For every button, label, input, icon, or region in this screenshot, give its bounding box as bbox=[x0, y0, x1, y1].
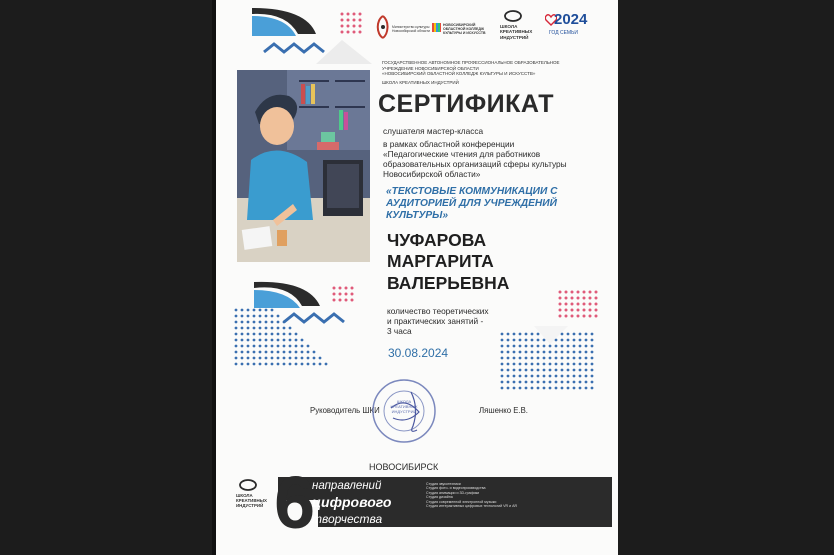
stamp-text: ШКОЛА КРЕАТИВНЫХ ИНДУСТРИЙ bbox=[390, 399, 418, 414]
institution-line: ГОСУДАРСТВЕННОЕ АВТОНОМНОЕ ПРОФЕССИОНАЛЬНОЕ ОБРАЗОВАТЕЛЬНОЕ bbox=[382, 60, 560, 65]
footer-logo-icon bbox=[238, 478, 258, 492]
conference-line: «Педагогические чтения для работников bbox=[383, 149, 541, 160]
conference-line: в рамках областной конференции bbox=[383, 139, 515, 149]
studio-item: Студия дизайна bbox=[426, 495, 453, 500]
directions-line: творчества bbox=[312, 512, 383, 526]
school-logo-icon bbox=[503, 9, 523, 23]
certificate-title: СЕРТИФИКАТ bbox=[378, 90, 554, 118]
certificate-sheet bbox=[216, 0, 618, 555]
studios-list bbox=[426, 482, 606, 509]
institution-line: УЧРЕЖДЕНИЕ НОВОСИБИРСКОЙ ОБЛАСТИ bbox=[382, 65, 479, 71]
studio-item: Студия анимации и 3D-графики bbox=[426, 490, 480, 495]
illustration bbox=[237, 70, 370, 262]
hours-line: 3 часа bbox=[387, 326, 412, 337]
year-number: 2024 bbox=[554, 11, 588, 28]
studio-item: Студия звукотехники bbox=[426, 482, 461, 486]
decor-right bbox=[484, 288, 618, 398]
college-logo-text: НОВОСИБИРСКИЙ ОБЛАСТНОЙ КОЛЛЕДЖ КУЛЬТУРЫ И ИСКУССТВ bbox=[443, 23, 486, 36]
conference-line: Новосибирской области» bbox=[383, 169, 481, 180]
recipient-name bbox=[387, 230, 509, 294]
official-stamp bbox=[371, 378, 437, 444]
studio-item: Студия фото- и видеопроизводства bbox=[426, 486, 486, 491]
conference-line: образовательных организаций сферы культуры bbox=[383, 159, 567, 170]
conference-text bbox=[383, 139, 608, 179]
decor-top-left bbox=[246, 6, 376, 64]
year-caption: ГОД СЕМЬИ bbox=[549, 30, 578, 36]
hours-line: и практических занятий - bbox=[387, 316, 484, 327]
directions-number: 6 bbox=[274, 461, 316, 544]
institution-line: «НОВОСИБИРСКИЙ ОБЛАСТНОЙ КОЛЛЕДЖ КУЛЬТУРЫ И ИСКУССТВ» bbox=[382, 71, 536, 77]
name-line: ЧУФАРОВА bbox=[387, 230, 487, 250]
illustration-art bbox=[237, 70, 370, 262]
city: НОВОСИБИРСК bbox=[369, 462, 439, 472]
footer-logo-text: ШКОЛА КРЕАТИВНЫХ ИНДУСТРИЙ bbox=[236, 493, 267, 509]
studio-item: Студия современной электронной музыки bbox=[426, 499, 497, 504]
school-line: ШКОЛА КРЕАТИВНЫХ ИНДУСТРИЙ bbox=[382, 79, 459, 85]
name-line: МАРГАРИТА bbox=[387, 251, 494, 272]
issue-date: 30.08.2024 bbox=[388, 346, 449, 360]
name-line: ВАЛЕРЬЕВНА bbox=[387, 272, 510, 293]
decor-middle-left bbox=[230, 280, 380, 372]
hours-line: количество теоретических bbox=[387, 306, 489, 316]
subtitle: слушателя мастер-класса bbox=[383, 126, 484, 136]
ministry-logo-icon bbox=[374, 14, 392, 40]
signer-role: Руководитель ШКИ bbox=[310, 406, 380, 415]
institution-header bbox=[382, 60, 612, 86]
school-logo-text: ШКОЛА КРЕАТИВНЫХ ИНДУСТРИЙ bbox=[500, 24, 533, 40]
ministry-logo-text: Министерство культуры Новосибирской области bbox=[392, 25, 430, 33]
signer-name: Ляшенко Е.В. bbox=[479, 406, 528, 415]
college-logo-icon bbox=[432, 23, 441, 32]
directions-line: цифрового bbox=[312, 494, 392, 510]
course-title: «ТЕКСТОВЫЕ КОММУНИКАЦИИ С АУДИТОРИЕЙ ДЛЯ УЧРЕЖДЕНИЙ КУЛЬТУРЫ» bbox=[386, 186, 558, 222]
directions-line: направлений bbox=[312, 480, 382, 492]
studio-item: Студия интерактивных цифровых технологий VR и AR bbox=[426, 504, 518, 509]
